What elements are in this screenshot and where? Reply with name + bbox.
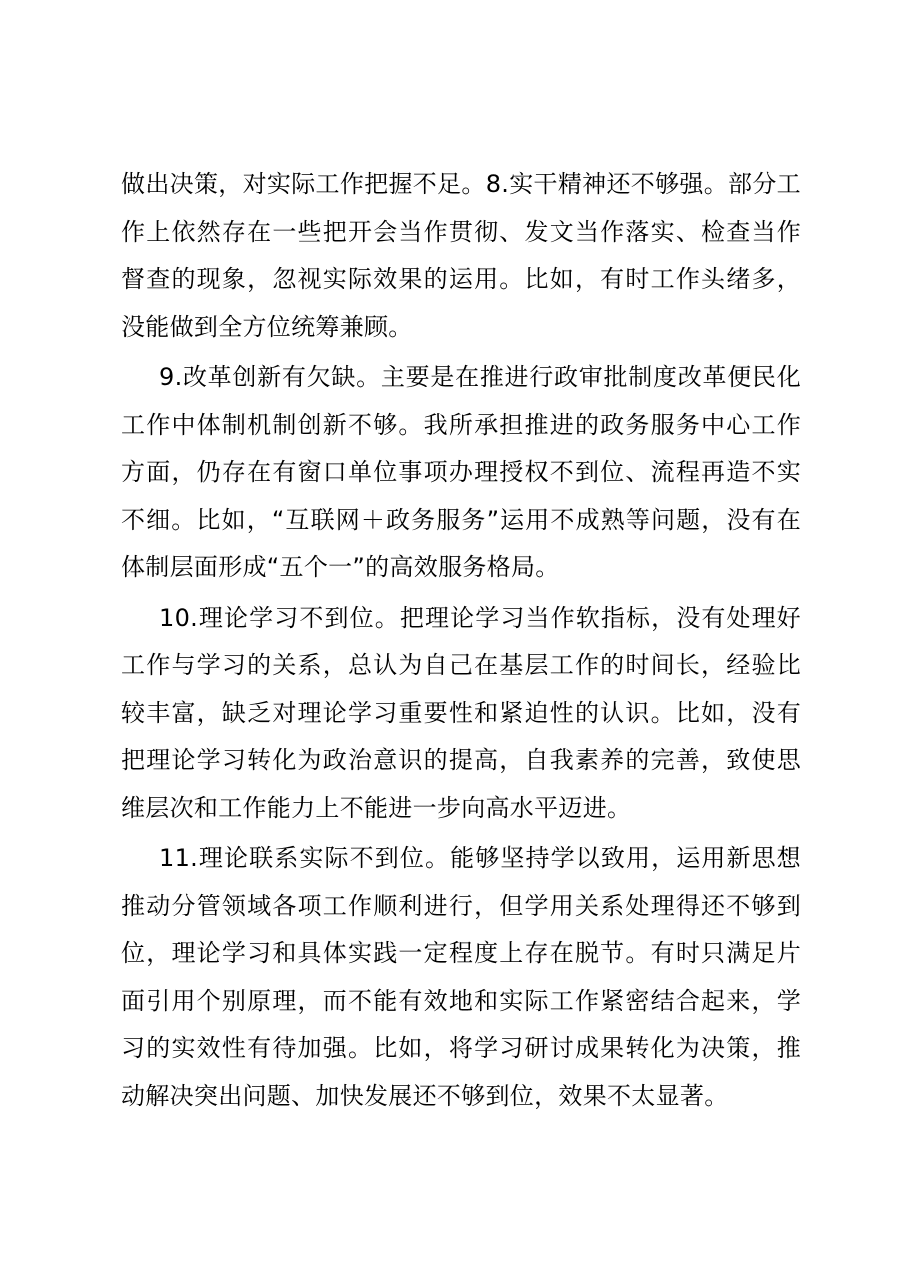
paragraph-continuation: 做出决策，对实际工作把握不足。8.实干精神还不够强。部分工作上依然存在一些把开会当作贯彻、发文当作落实、检查当作督查的现象，忽视实际效果的运用。比如，有时工作头绪多，没能做到全方位统筹兼顾。 (121, 170, 801, 341)
paragraph-item-11: 11.理论联系实际不到位。能够坚持学以致用，运用新思想推动分管领域各项工作顺利进行，但学用关系处理得还不够到位，理论学习和具体实践一定程度上存在脱节。有时只满足片面引用个别原理，而不能有效地和实际工作紧密结合起来，学习的实效性有待加强。比如，将学习研讨成果转化为决策，推动解决突出问题、加快发展还不够到位，效果不太显著。 (121, 844, 801, 1110)
paragraph-item-9: 9.改革创新有欠缺。主要是在推进行政审批制度改革便民化工作中体制机制创新不够。我所承担推进的政务服务中心工作方面，仍存在有窗口单位事项办理授权不到位、流程再造不实不细。比如，“互联网＋政务服务”运用不成熟等问题，没有在体制层面形成“五个一”的高效服务格局。 (121, 363, 801, 581)
document-body (121, 161, 801, 1123)
paragraph-item-10: 10.理论学习不到位。把理论学习当作软指标，没有处理好工作与学习的关系，总认为自己在基层工作的时间长，经验比较丰富，缺乏对理论学习重要性和紧迫性的认识。比如，没有把理论学习转化为政治意识的提高，自我素养的完善，致使思维层次和工作能力上不能进一步向高水平迈进。 (121, 603, 801, 822)
